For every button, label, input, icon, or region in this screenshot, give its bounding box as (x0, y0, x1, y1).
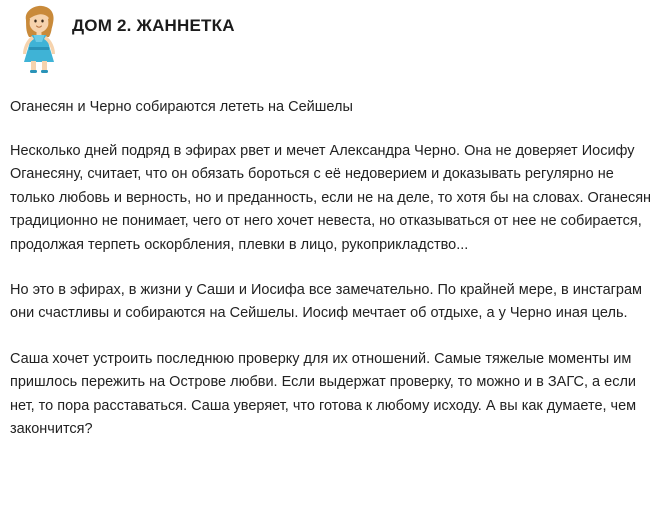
girl-avatar-icon (6, 4, 72, 74)
article-paragraph-2: Но это в эфирах, в жизни у Саши и Иосифа все замечательно. По крайней мере, в инстаграм они счастливы и собираются на Сейшелы. Иосиф мечтает об отдыхе, а у Черно иная цель. (10, 281, 643, 322)
article-title: Оганесян и Черно собираются лететь на Сейшелы (10, 99, 353, 115)
article-paragraph-3: Саша хочет устроить последнюю проверку для их отношений. Самые тяжелые моменты им пришлось пережить на Острове любви. Если выдержат проверку, то можно и в ЗАГС, а если нет, то пора расставаться. Саша уверяет, что готова к любому исходу. А вы как думаете, чем закончится? (10, 350, 637, 438)
article-body (0, 98, 670, 442)
article-paragraph-1: Несколько дней подряд в эфирах рвет и мечет Александра Черно. Она не доверяет Иосифу Оганесяну, считает, что он обязать бороться с её недоверием и доказывать регулярно не только любовь и верность, но и преданность, если не на деле, то хотя бы на словах. Оганесян традиционно не понимает, чего от него хочет невеста, но отказываться от нее не собирается, продолжая терпеть оскорбления, плевки в лицо, рукоприкладство... (10, 142, 652, 253)
site-header (0, 0, 670, 76)
site-title[interactable]: ДОМ 2. ЖАННЕТКА (72, 16, 235, 35)
